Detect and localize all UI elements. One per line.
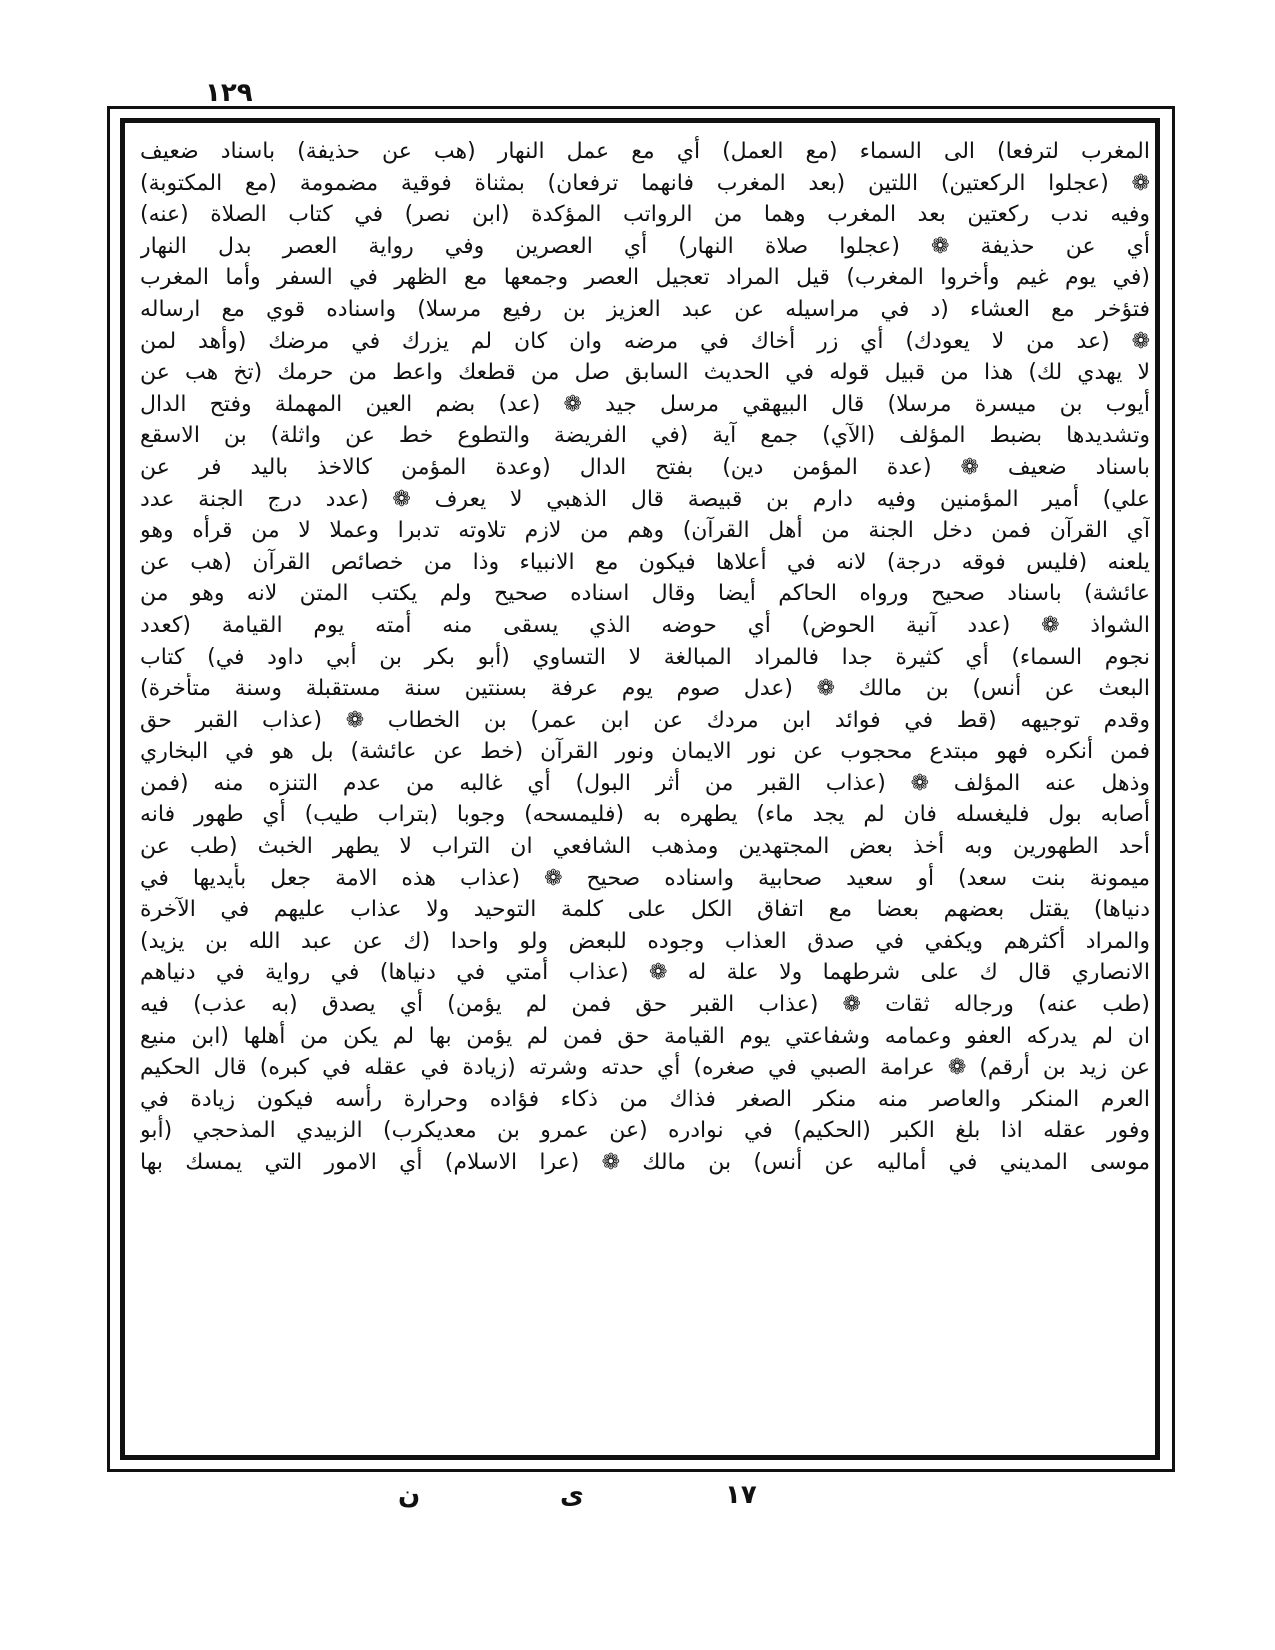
text-line: وفيه ندب ركعتين بعد المغرب وهما من الرواتب المؤكدة (ابن نصر) في كتاب الصلاة (عنه) [140,202,1150,228]
page-number: ١٢٩ [205,78,253,108]
text-line: أحد الطهورين وبه أخذ بعض المجتهدين ومذهب الشافعي ان التراب لا يطهر الخبث (طب عن [140,834,1150,860]
text-line: ان لم يدركه العفو وعمامه وشفاعتي يوم القيامة حق فمن لم يؤمن بها لم يكن من أهلها (ابن منيع [140,1023,1150,1049]
text-line: أي عن حذيفة ❁ (عجلوا صلاة النهار) أي العصرين وفي رواية العصر بدل النهار [140,233,1150,259]
text-line: علي) أمير المؤمنين وفيه دارم بن قبيصة قال الذهبي لا يعرف ❁ (عدد درج الجنة عدد [140,486,1150,512]
text-line: (في يوم غيم وأخروا المغرب) قيل المراد تعجيل العصر وجمعها مع الظهر في السفر وأما المغرب [140,265,1150,291]
text-line: نجوم السماء) أي كثيرة جدا فالمراد المبالغة لا التساوي (أبو بكر بن أبي داود في) كتاب [140,644,1150,670]
text-line: وتشديدها بضبط المؤلف (الآي) جمع آية (في الفريضة والتطوع خط عن واثلة) بن الاسقع [140,423,1150,449]
text-line: وفور عقله اذا بلغ الكبر (الحكيم) في نوادره (عن عمرو بن معديكرب) الزبيدي المذحجي (أبو [140,1118,1150,1144]
text-line: العرم المنكر والعاصر منه منكر الصغر فذاك من ذكاء فؤاده وحرارة رأسه فيكون زيادة في [140,1086,1150,1112]
text-line: عائشة) باسناد صحيح ورواه الحاكم أيضا وقال اسناده صحيح ولم يكتب المتن لانه وهو من [140,581,1150,607]
text-line: ❁ (عجلوا الركعتين) اللتين (بعد المغرب فانهما ترفعان) بمثناة فوقية مضمومة (مع المكتوبة) [140,170,1150,196]
text-line: أيوب بن ميسرة مرسلا) قال البيهقي مرسل جيد ❁ (عد) بضم العين المهملة وفتح الدال [140,391,1150,417]
footer-signatures [0,1480,1275,1520]
text-line: ❁ (عد من لا يعودك) أي زر أخاك في مرضه وان كان لم يزرك في مرضك (وأهد لمن [140,328,1150,354]
text-line: الانصاري قال ك على شرطهما ولا علة له ❁ (عذاب أمتي في دنياها) في رواية في دنياهم [140,960,1150,986]
text-line: (طب عنه) ورجاله ثقات ❁ (عذاب القبر حق فمن لم يؤمن) أي يصدق (به عذب) فيه [140,992,1150,1018]
text-line: أصابه بول فليغسله فان لم يجد ماء) يطهره به (فليمسحه) وجوبا (بتراب طيب) أي طهور فانه [140,802,1150,828]
text-line: فمن أنكره فهو مبتدع محجوب عن نور الايمان ونور القرآن (خط عن عائشة) بل هو في البخاري [140,739,1150,765]
text-line: البعث عن أنس) بن مالك ❁ (عدل صوم يوم عرفة بسنتين سنة مستقبلة وسنة متأخرة) [140,676,1150,702]
footer-signature-number: ١٧ [725,1480,757,1510]
text-line: والمراد أكثرهم ويكفي في صدق العذاب وجوده للبعض ولو واحدا (ك عن عبد الله بن يزيد) [140,928,1150,954]
footer-signature-letter: ن [398,1480,421,1510]
text-line: آي القرآن فمن دخل الجنة من أهل القرآن) وهم من لازم تلاوته تدبرا وعملا لا من قرأه وهو [140,518,1150,544]
text-line: فتؤخر مع العشاء (د في مراسيله عن عبد العزيز بن رفيع مرسلا) واسناده قوي مع ارساله [140,296,1150,322]
text-line: موسى المديني في أماليه عن أنس) بن مالك ❁ (عرا الاسلام) أي الامور التي يمسك بها [140,1150,1150,1175]
text-line: وقدم توجيهه (قط في فوائد ابن مردك عن ابن عمر) بن الخطاب ❁ (عذاب القبر حق [140,707,1150,733]
text-line: وذهل عنه المؤلف ❁ (عذاب القبر من أثر البول) أي غالبه من عدم التنزه منه (فمن [140,770,1150,796]
body-text [140,136,1150,1454]
text-line: يلعنه (فليس فوقه درجة) لانه في أعلاها فيكون مع الانبياء وذا من خصائص القرآن (هب عن [140,549,1150,575]
text-line: ميمونة بنت سعد) أو سعيد صحابية واسناده صحيح ❁ (عذاب هذه الامة جعل بأيديها في [140,865,1150,891]
text-line: دنياها) يقتل بعضهم بعضا مع اتفاق الكل على كلمة التوحيد ولا عذاب عليهم في الآخرة [140,897,1150,923]
text-line: لا يهدي لك) هذا من قبيل قوله في الحديث السابق صل من قطعك واعط من حرمك (تخ هب عن [140,360,1150,386]
text-line: باسناد ضعيف ❁ (عدة المؤمن دين) بفتح الدال (وعدة المؤمن كالاخذ باليد فر عن [140,454,1150,480]
footer-signature-letter: ى [560,1480,584,1510]
text-line: المغرب لترفعا) الى السماء (مع العمل) أي مع عمل النهار (هب عن حذيفة) باسناد ضعيف [140,139,1150,164]
text-line: الشواذ ❁ (عدد آنية الحوض) أي حوضه الذي يسقى منه أمته يوم القيامة (كعدد [140,612,1150,638]
text-line: عن زيد بن أرقم) ❁ عرامة الصبي في صغره) أي حدته وشرته (زيادة في عقله في كبره) قال الحكيم [140,1055,1150,1081]
